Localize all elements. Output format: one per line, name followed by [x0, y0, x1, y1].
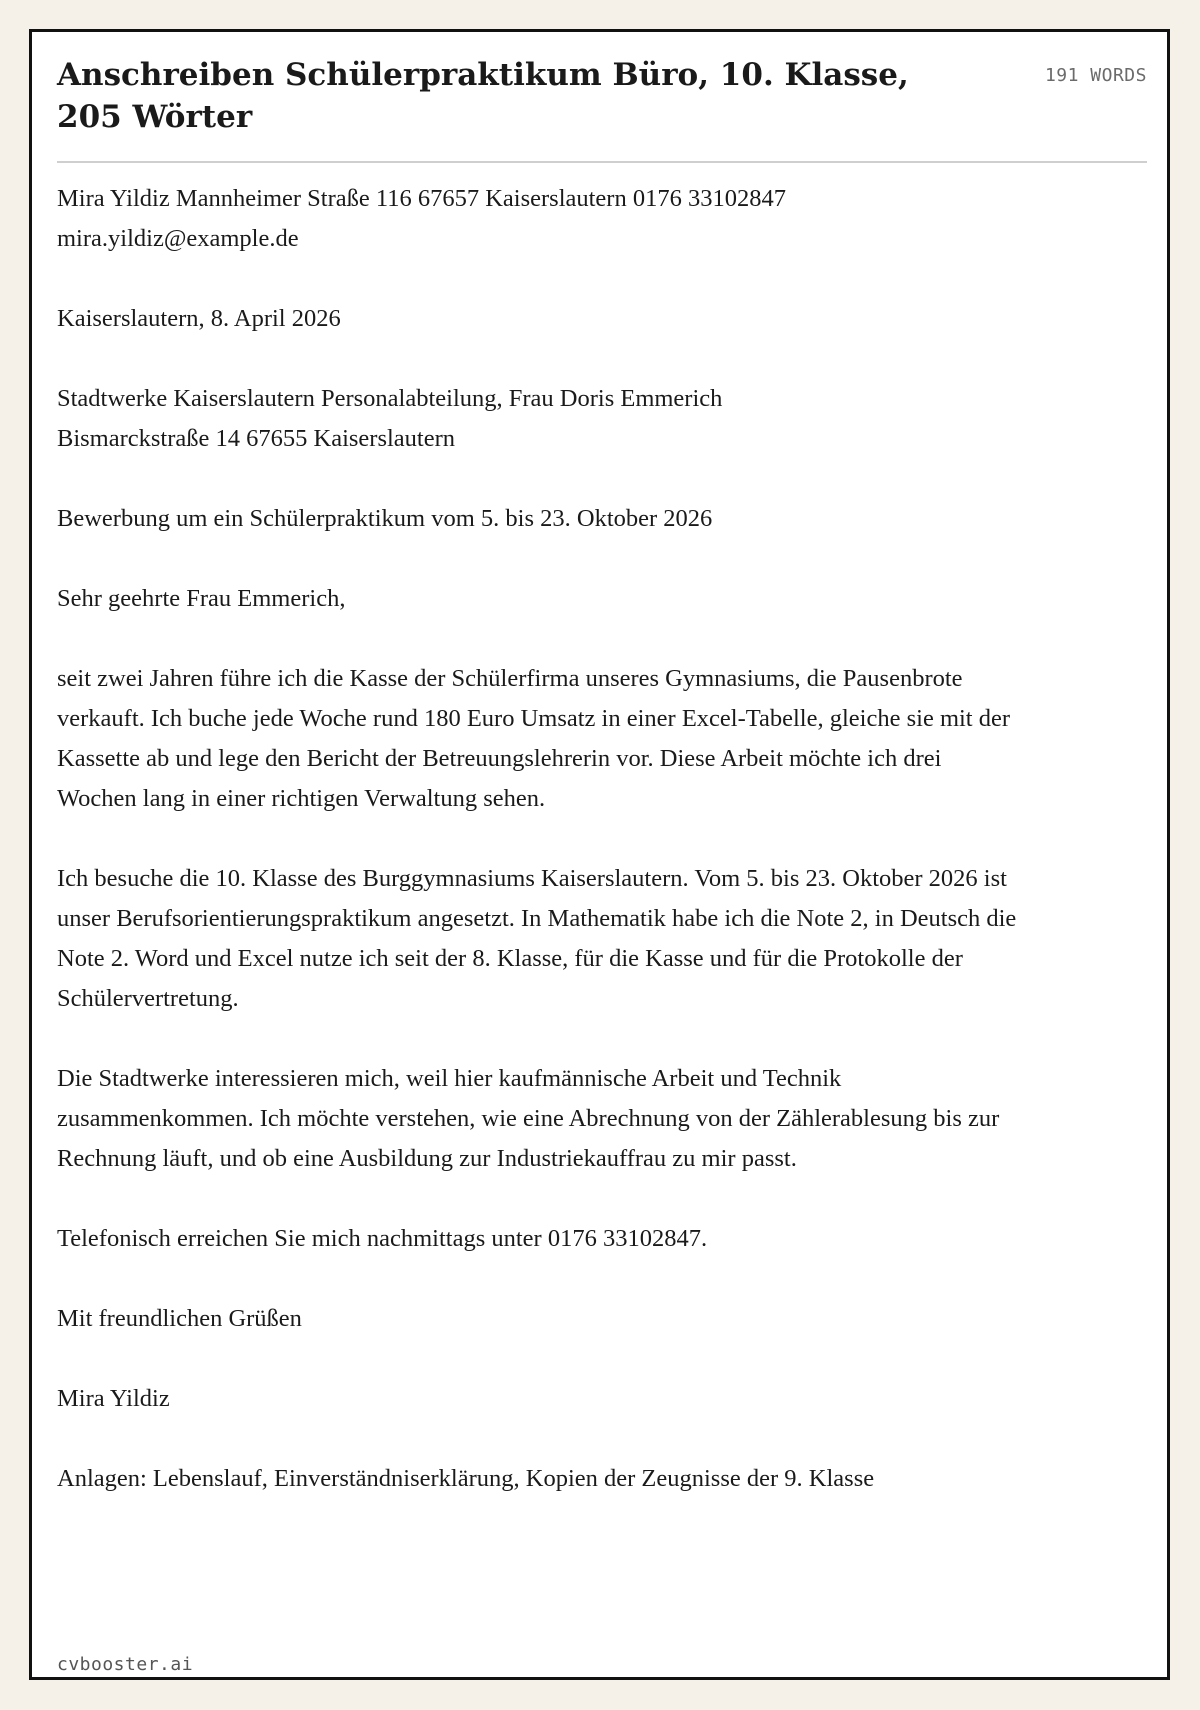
letter-closing: Mit freundlichen Grüßen: [57, 1305, 302, 1332]
word-count-label: 191 WORDS: [1044, 65, 1147, 86]
letter-salutation: Sehr geehrte Frau Emmerich,: [57, 585, 346, 612]
body-paragraph-4: Telefonisch erreichen Sie mich nachmittags unter 0176 33102847.: [57, 1225, 708, 1252]
recipient-line-1: Stadtwerke Kaiserslautern Personalabteilung, Frau Doris Emmerich: [57, 385, 723, 412]
letter-signature: Mira Yildiz: [57, 1385, 170, 1412]
sender-address: Mira Yildiz Mannheimer Straße 116 67657 Kaiserslautern 0176 33102847 mira.yildiz@example.de: [57, 185, 786, 252]
letter-subject: Bewerbung um ein Schülerpraktikum vom 5. bis 23. Oktober 2026: [57, 505, 713, 532]
body-paragraph-2: Ich besuche die 10. Klasse des Burggymnasiums Kaiserslautern. Vom 5. bis 23. Oktober 2026 ist unser Berufsorientierungspraktikum angesetzt. In Mathematik habe ich die Note 2, in Deutsch die Note 2. Word und Excel nutze ich seit der 8. Klasse, für die Kasse und für die Protokolle der Schülervertretung.: [57, 865, 1017, 1012]
letter-card: [29, 29, 1170, 1680]
document-title: Anschreiben Schülerpraktikum Büro, 10. Klasse, 205 Wörter: [57, 57, 909, 135]
letter-body: [57, 179, 1017, 1539]
brand-watermark: cvbooster.ai: [57, 1654, 194, 1675]
recipient-line-2: Bismarckstraße 14 67655 Kaiserslautern: [57, 425, 456, 452]
recipient-address: [57, 379, 1017, 459]
letter-attachments: Anlagen: Lebenslauf, Einverständniserklärung, Kopien der Zeugnisse der 9. Klasse: [57, 1465, 875, 1492]
letter-date: Kaiserslautern, 8. April 2026: [57, 305, 341, 332]
header-divider: [57, 161, 1147, 163]
document-header: [57, 54, 1147, 138]
body-paragraph-1: seit zwei Jahren führe ich die Kasse der Schülerfirma unseres Gymnasiums, die Pausenbrote verkauft. Ich buche jede Woche rund 180 Euro Umsatz in einer Excel-Tabelle, gleiche sie mit der Kassette ab und lege den Bericht der Betreuungslehrerin vor. Diese Arbeit möchte ich drei Wochen lang in einer richtigen Verwaltung sehen.: [57, 665, 1011, 812]
body-paragraph-3: Die Stadtwerke interessieren mich, weil hier kaufmännische Arbeit und Technik zusammenkommen. Ich möchte verstehen, wie eine Abrechnung von der Zählerablesung bis zur Rechnung läuft, und ob eine Ausbildung zur Industriekauffrau zu mir passt.: [57, 1065, 1000, 1172]
